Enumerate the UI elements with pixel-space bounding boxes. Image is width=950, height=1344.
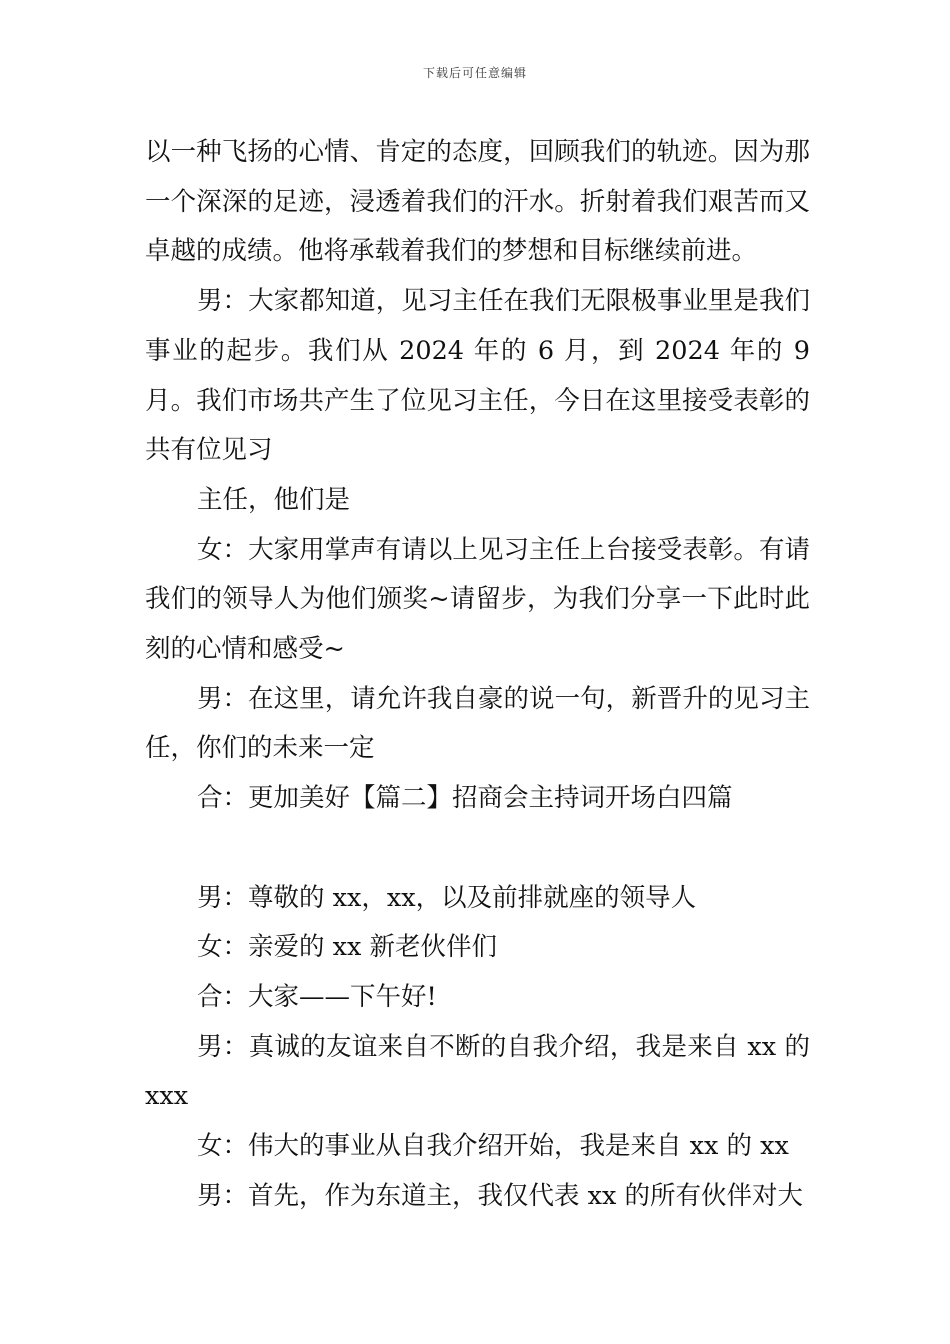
paragraph-3: 主任，他们是: [197, 484, 351, 515]
paragraph-7: 男：尊敬的 xx，xx，以及前排就座的领导人: [197, 882, 697, 913]
paragraph-6: 合：更加美好【篇二】招商会主持词开场白四篇: [197, 783, 733, 814]
paragraph-5: 男：在这里，请允许我自豪的说一句，新晋升的见习主任，你们的未来一定: [145, 683, 810, 764]
document-body: [145, 128, 810, 1221]
blank-line: [145, 824, 810, 874]
paragraph-8: 女：亲爱的 xx 新老伙伴们: [197, 932, 497, 963]
paragraph-11: 女：伟大的事业从自我介绍开始，我是来自 xx 的 xx: [197, 1131, 789, 1162]
paragraph-10: 男：真诚的友谊来自不断的自我介绍，我是来自 xx 的 xxx: [145, 1031, 810, 1112]
page-header: 下载后可任意编辑: [422, 66, 527, 80]
paragraph-4: 女：大家用掌声有请以上见习主任上台接受表彰。有请我们的领导人为他们颁奖~请留步，为我们分享一下此时此刻的心情和感受~: [145, 534, 810, 665]
paragraph-12: 男：首先，作为东道主，我仅代表 xx 的所有伙伴对大: [197, 1180, 803, 1211]
paragraph-9: 合：大家——下午好!: [197, 981, 437, 1012]
paragraph-1: 以一种飞扬的心情、肯定的态度，回顾我们的轨迹。因为那一个深深的足迹，浸透着我们的汗水。折射着我们艰苦而又卓越的成绩。他将承载着我们的梦想和目标继续前进。: [145, 137, 810, 267]
paragraph-2: 男：大家都知道，见习主任在我们无限极事业里是我们事业的起步。我们从 2024 年的 6 月，到 2024 年的 9 月。我们市场共产生了位见习主任，今日在这里接受表彰的共有位见习: [145, 286, 810, 466]
